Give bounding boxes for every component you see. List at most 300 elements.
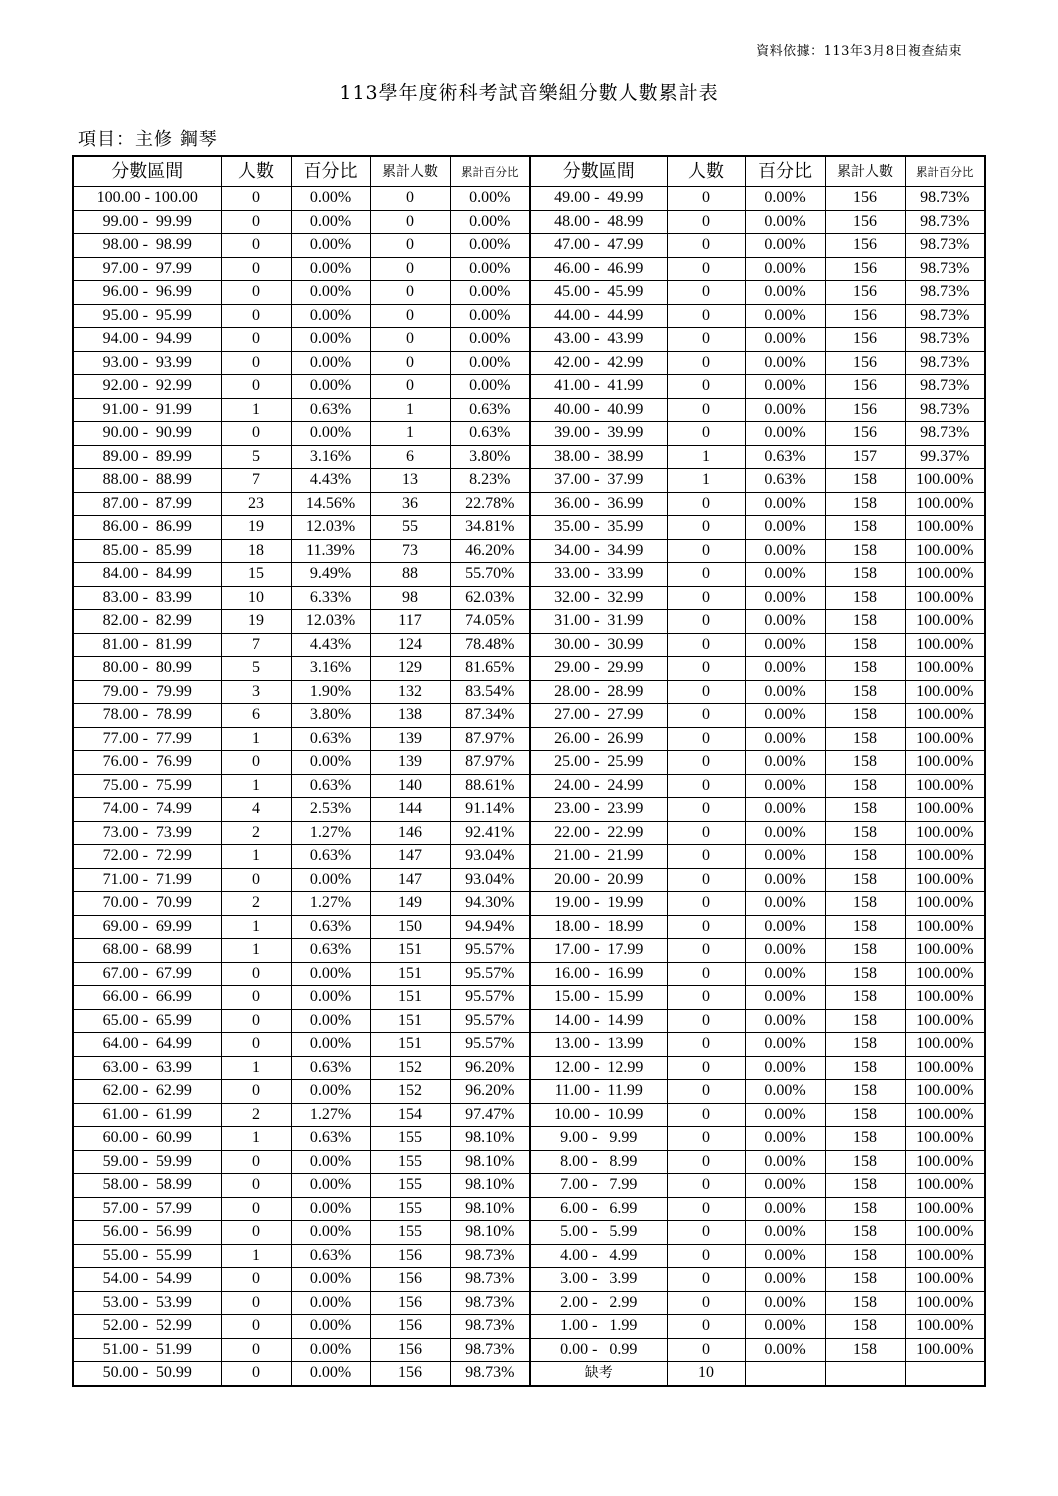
count-cell: 0 (667, 1150, 745, 1174)
cumulative-count-cell: 158 (825, 1009, 905, 1033)
cumulative-percent-cell: 99.37% (905, 445, 985, 469)
cumulative-count-cell: 158 (825, 774, 905, 798)
score-range-cell: 83.00 - 83.99 (73, 586, 221, 610)
table-row (73, 680, 985, 704)
cumulative-count-cell: 156 (825, 210, 905, 234)
cumulative-percent-cell: 100.00% (905, 1103, 985, 1127)
score-range-cell: 1.00 - 1.99 (530, 1315, 667, 1339)
count-cell: 0 (221, 868, 291, 892)
cumulative-count-cell (825, 1362, 905, 1386)
count-cell: 0 (667, 1080, 745, 1104)
score-range-cell: 97.00 - 97.99 (73, 257, 221, 281)
percent-cell: 0.00% (745, 915, 825, 939)
count-cell: 0 (667, 375, 745, 399)
count-cell: 4 (221, 798, 291, 822)
percent-cell: 0.00% (745, 1221, 825, 1245)
cumulative-percent-cell: 98.73% (450, 1362, 530, 1386)
count-cell: 0 (667, 234, 745, 258)
count-cell: 1 (221, 915, 291, 939)
percent-cell: 0.63% (291, 727, 370, 751)
percent-cell: 0.00% (291, 1174, 370, 1198)
header-percent-right: 百分比 (745, 156, 825, 187)
cumulative-percent-cell: 100.00% (905, 845, 985, 869)
table-row (73, 422, 985, 446)
percent-cell: 0.00% (745, 1009, 825, 1033)
count-cell: 0 (667, 1103, 745, 1127)
table-body (73, 187, 985, 1386)
header-score-range-left: 分數區間 (73, 156, 221, 187)
percent-cell: 0.00% (745, 1197, 825, 1221)
score-range-cell: 56.00 - 56.99 (73, 1221, 221, 1245)
percent-cell (745, 1362, 825, 1386)
score-range-cell: 96.00 - 96.99 (73, 281, 221, 305)
cumulative-percent-cell: 22.78% (450, 492, 530, 516)
score-range-cell: 37.00 - 37.99 (530, 469, 667, 493)
cumulative-percent-cell: 100.00% (905, 1268, 985, 1292)
score-range-cell: 36.00 - 36.99 (530, 492, 667, 516)
table-row (73, 1103, 985, 1127)
cumulative-count-cell: 158 (825, 516, 905, 540)
count-cell: 0 (221, 1174, 291, 1198)
cumulative-percent-cell: 0.00% (450, 234, 530, 258)
cumulative-percent-cell: 98.73% (450, 1338, 530, 1362)
score-range-cell: 10.00 - 10.99 (530, 1103, 667, 1127)
cumulative-percent-cell: 87.97% (450, 727, 530, 751)
cumulative-percent-cell: 100.00% (905, 516, 985, 540)
count-cell: 10 (221, 586, 291, 610)
score-range-cell: 4.00 - 4.99 (530, 1244, 667, 1268)
score-range-cell: 23.00 - 23.99 (530, 798, 667, 822)
percent-cell: 0.00% (291, 328, 370, 352)
cumulative-count-cell: 155 (370, 1221, 450, 1245)
cumulative-percent-cell: 98.10% (450, 1221, 530, 1245)
count-cell: 0 (221, 234, 291, 258)
score-range-cell: 16.00 - 16.99 (530, 962, 667, 986)
table-row (73, 492, 985, 516)
cumulative-percent-cell: 96.20% (450, 1056, 530, 1080)
cumulative-count-cell: 158 (825, 1338, 905, 1362)
cumulative-percent-cell: 92.41% (450, 821, 530, 845)
table-row (73, 774, 985, 798)
percent-cell: 0.00% (291, 234, 370, 258)
count-cell: 0 (221, 304, 291, 328)
count-cell: 0 (667, 492, 745, 516)
percent-cell: 0.00% (745, 774, 825, 798)
percent-cell: 0.00% (745, 962, 825, 986)
score-range-cell: 39.00 - 39.99 (530, 422, 667, 446)
score-range-cell: 78.00 - 78.99 (73, 704, 221, 728)
cumulative-count-cell: 158 (825, 680, 905, 704)
cumulative-percent-cell: 78.48% (450, 633, 530, 657)
score-range-cell: 86.00 - 86.99 (73, 516, 221, 540)
percent-cell: 0.00% (291, 1221, 370, 1245)
score-range-cell: 94.00 - 94.99 (73, 328, 221, 352)
table-row (73, 962, 985, 986)
score-range-cell: 53.00 - 53.99 (73, 1291, 221, 1315)
cumulative-count-cell: 158 (825, 892, 905, 916)
cumulative-count-cell: 156 (825, 281, 905, 305)
cumulative-count-cell: 140 (370, 774, 450, 798)
cumulative-count-cell: 88 (370, 563, 450, 587)
percent-cell: 3.16% (291, 657, 370, 681)
cumulative-count-cell: 138 (370, 704, 450, 728)
table-row (73, 1221, 985, 1245)
table-row (73, 539, 985, 563)
cumulative-count-cell: 117 (370, 610, 450, 634)
percent-cell: 0.00% (745, 1103, 825, 1127)
page-title: 113學年度術科考試音樂組分數人數累計表 (339, 82, 719, 104)
cumulative-count-cell: 151 (370, 986, 450, 1010)
cumulative-count-cell: 158 (825, 610, 905, 634)
score-range-cell: 65.00 - 65.99 (73, 1009, 221, 1033)
cumulative-count-cell: 155 (370, 1197, 450, 1221)
cumulative-percent-cell: 46.20% (450, 539, 530, 563)
cumulative-percent-cell: 98.73% (905, 328, 985, 352)
percent-cell: 0.00% (745, 1338, 825, 1362)
cumulative-count-cell: 158 (825, 986, 905, 1010)
cumulative-percent-cell: 100.00% (905, 1009, 985, 1033)
score-range-cell: 30.00 - 30.99 (530, 633, 667, 657)
cumulative-count-cell: 156 (370, 1268, 450, 1292)
cumulative-count-cell: 158 (825, 1103, 905, 1127)
cumulative-count-cell: 156 (370, 1244, 450, 1268)
score-range-cell: 11.00 - 11.99 (530, 1080, 667, 1104)
score-range-cell: 49.00 - 49.99 (530, 187, 667, 211)
table-row (73, 398, 985, 422)
table-row (73, 1197, 985, 1221)
count-cell: 0 (667, 1221, 745, 1245)
score-range-cell: 98.00 - 98.99 (73, 234, 221, 258)
count-cell: 1 (221, 727, 291, 751)
count-cell: 0 (667, 892, 745, 916)
cumulative-percent-cell: 100.00% (905, 1127, 985, 1151)
cumulative-count-cell: 1 (370, 422, 450, 446)
cumulative-count-cell: 155 (370, 1127, 450, 1151)
count-cell: 0 (667, 774, 745, 798)
cumulative-percent-cell: 96.20% (450, 1080, 530, 1104)
cumulative-count-cell: 13 (370, 469, 450, 493)
count-cell: 15 (221, 563, 291, 587)
cumulative-count-cell: 158 (825, 1150, 905, 1174)
table-row (73, 328, 985, 352)
table-row (73, 375, 985, 399)
count-cell: 10 (667, 1362, 745, 1386)
score-range-cell: 69.00 - 69.99 (73, 915, 221, 939)
score-range-cell: 44.00 - 44.99 (530, 304, 667, 328)
percent-cell: 0.63% (291, 915, 370, 939)
percent-cell: 12.03% (291, 610, 370, 634)
percent-cell: 0.00% (291, 751, 370, 775)
cumulative-percent-cell: 94.30% (450, 892, 530, 916)
cumulative-count-cell: 156 (825, 351, 905, 375)
score-range-cell: 12.00 - 12.99 (530, 1056, 667, 1080)
score-range-cell: 缺考 (530, 1362, 667, 1386)
score-range-cell: 61.00 - 61.99 (73, 1103, 221, 1127)
cumulative-percent-cell: 87.34% (450, 704, 530, 728)
score-range-cell: 81.00 - 81.99 (73, 633, 221, 657)
score-range-cell: 68.00 - 68.99 (73, 939, 221, 963)
score-range-cell: 43.00 - 43.99 (530, 328, 667, 352)
cumulative-percent-cell: 98.73% (905, 422, 985, 446)
count-cell: 5 (221, 445, 291, 469)
cumulative-count-cell: 147 (370, 868, 450, 892)
cumulative-count-cell: 158 (825, 586, 905, 610)
cumulative-percent-cell: 97.47% (450, 1103, 530, 1127)
cumulative-count-cell: 144 (370, 798, 450, 822)
cumulative-percent-cell: 100.00% (905, 892, 985, 916)
score-range-cell: 93.00 - 93.99 (73, 351, 221, 375)
cumulative-percent-cell: 100.00% (905, 539, 985, 563)
cumulative-count-cell: 139 (370, 751, 450, 775)
count-cell: 0 (667, 1009, 745, 1033)
percent-cell: 0.63% (745, 445, 825, 469)
count-cell: 0 (221, 1315, 291, 1339)
cumulative-count-cell: 155 (370, 1150, 450, 1174)
cumulative-percent-cell: 88.61% (450, 774, 530, 798)
percent-cell: 11.39% (291, 539, 370, 563)
percent-cell: 0.63% (291, 398, 370, 422)
percent-cell: 0.00% (745, 610, 825, 634)
count-cell: 0 (667, 657, 745, 681)
cumulative-percent-cell: 98.73% (905, 281, 985, 305)
table-row (73, 304, 985, 328)
score-range-cell: 3.00 - 3.99 (530, 1268, 667, 1292)
count-cell: 2 (221, 821, 291, 845)
score-range-cell: 59.00 - 59.99 (73, 1150, 221, 1174)
cumulative-count-cell: 0 (370, 351, 450, 375)
percent-cell: 0.00% (745, 680, 825, 704)
cumulative-count-cell: 158 (825, 798, 905, 822)
percent-cell: 0.00% (745, 868, 825, 892)
count-cell: 0 (667, 704, 745, 728)
cumulative-percent-cell (905, 1362, 985, 1386)
cumulative-count-cell: 156 (825, 257, 905, 281)
cumulative-percent-cell: 100.00% (905, 657, 985, 681)
count-cell: 0 (667, 281, 745, 305)
cumulative-count-cell: 151 (370, 939, 450, 963)
cumulative-percent-cell: 100.00% (905, 680, 985, 704)
percent-cell: 14.56% (291, 492, 370, 516)
table-row (73, 798, 985, 822)
cumulative-count-cell: 156 (825, 328, 905, 352)
cumulative-percent-cell: 0.00% (450, 328, 530, 352)
cumulative-percent-cell: 98.73% (905, 187, 985, 211)
cumulative-count-cell: 156 (370, 1338, 450, 1362)
score-range-cell: 99.00 - 99.99 (73, 210, 221, 234)
count-cell: 0 (221, 962, 291, 986)
score-range-cell: 76.00 - 76.99 (73, 751, 221, 775)
cumulative-count-cell: 156 (825, 398, 905, 422)
count-cell: 0 (667, 1268, 745, 1292)
cumulative-percent-cell: 0.63% (450, 422, 530, 446)
percent-cell: 0.00% (745, 1174, 825, 1198)
cumulative-percent-cell: 100.00% (905, 962, 985, 986)
score-range-cell: 15.00 - 15.99 (530, 986, 667, 1010)
cumulative-percent-cell: 98.10% (450, 1197, 530, 1221)
score-range-cell: 88.00 - 88.99 (73, 469, 221, 493)
cumulative-count-cell: 149 (370, 892, 450, 916)
cumulative-count-cell: 158 (825, 1197, 905, 1221)
count-cell: 0 (221, 751, 291, 775)
cumulative-count-cell: 158 (825, 1127, 905, 1151)
score-range-cell: 52.00 - 52.99 (73, 1315, 221, 1339)
count-cell: 0 (667, 563, 745, 587)
cumulative-percent-cell: 0.00% (450, 304, 530, 328)
cumulative-count-cell: 124 (370, 633, 450, 657)
header-cumulative-count-left: 累計人數 (370, 156, 450, 187)
cumulative-count-cell: 151 (370, 962, 450, 986)
cumulative-percent-cell: 98.73% (905, 234, 985, 258)
table-row (73, 1268, 985, 1292)
score-range-cell: 38.00 - 38.99 (530, 445, 667, 469)
score-distribution-table (72, 155, 986, 1387)
score-range-cell: 18.00 - 18.99 (530, 915, 667, 939)
cumulative-count-cell: 0 (370, 328, 450, 352)
score-range-cell: 50.00 - 50.99 (73, 1362, 221, 1386)
count-cell: 19 (221, 610, 291, 634)
count-cell: 0 (221, 1362, 291, 1386)
count-cell: 0 (667, 1291, 745, 1315)
cumulative-percent-cell: 100.00% (905, 1080, 985, 1104)
item-label: 項目：主修 鋼琴 (78, 129, 218, 150)
percent-cell: 0.00% (291, 187, 370, 211)
percent-cell: 0.00% (291, 1362, 370, 1386)
count-cell: 23 (221, 492, 291, 516)
cumulative-count-cell: 158 (825, 751, 905, 775)
cumulative-percent-cell: 74.05% (450, 610, 530, 634)
score-range-cell: 51.00 - 51.99 (73, 1338, 221, 1362)
score-range-cell: 25.00 - 25.99 (530, 751, 667, 775)
count-cell: 1 (221, 1244, 291, 1268)
percent-cell: 12.03% (291, 516, 370, 540)
cumulative-percent-cell: 100.00% (905, 1315, 985, 1339)
cumulative-percent-cell: 3.80% (450, 445, 530, 469)
cumulative-percent-cell: 0.00% (450, 375, 530, 399)
cumulative-count-cell: 55 (370, 516, 450, 540)
cumulative-percent-cell: 100.00% (905, 1244, 985, 1268)
cumulative-count-cell: 6 (370, 445, 450, 469)
score-range-cell: 6.00 - 6.99 (530, 1197, 667, 1221)
cumulative-count-cell: 158 (825, 915, 905, 939)
percent-cell: 4.43% (291, 633, 370, 657)
table-row (73, 1338, 985, 1362)
percent-cell: 0.00% (745, 422, 825, 446)
count-cell: 0 (667, 1174, 745, 1198)
percent-cell: 0.00% (291, 257, 370, 281)
percent-cell: 0.00% (745, 492, 825, 516)
score-range-cell: 46.00 - 46.99 (530, 257, 667, 281)
count-cell: 7 (221, 633, 291, 657)
count-cell: 2 (221, 892, 291, 916)
count-cell: 1 (221, 398, 291, 422)
cumulative-percent-cell: 100.00% (905, 798, 985, 822)
cumulative-count-cell: 158 (825, 539, 905, 563)
percent-cell: 0.00% (745, 633, 825, 657)
score-range-cell: 33.00 - 33.99 (530, 563, 667, 587)
percent-cell: 0.00% (291, 1033, 370, 1057)
cumulative-count-cell: 158 (825, 868, 905, 892)
percent-cell: 0.00% (291, 1009, 370, 1033)
score-range-cell: 13.00 - 13.99 (530, 1033, 667, 1057)
count-cell: 0 (221, 328, 291, 352)
score-range-cell: 40.00 - 40.99 (530, 398, 667, 422)
header-percent-left: 百分比 (291, 156, 370, 187)
count-cell: 1 (221, 939, 291, 963)
percent-cell: 0.00% (291, 1150, 370, 1174)
percent-cell: 0.00% (745, 539, 825, 563)
count-cell: 0 (221, 1291, 291, 1315)
percent-cell: 0.00% (745, 704, 825, 728)
cumulative-percent-cell: 93.04% (450, 845, 530, 869)
cumulative-count-cell: 154 (370, 1103, 450, 1127)
score-range-cell: 84.00 - 84.99 (73, 563, 221, 587)
percent-cell: 0.00% (745, 586, 825, 610)
count-cell: 3 (221, 680, 291, 704)
table-row (73, 1080, 985, 1104)
count-cell: 7 (221, 469, 291, 493)
percent-cell: 0.00% (745, 1268, 825, 1292)
score-range-cell: 58.00 - 58.99 (73, 1174, 221, 1198)
cumulative-count-cell: 158 (825, 633, 905, 657)
percent-cell: 0.00% (745, 1244, 825, 1268)
cumulative-percent-cell: 100.00% (905, 939, 985, 963)
cumulative-percent-cell: 100.00% (905, 774, 985, 798)
score-range-cell: 62.00 - 62.99 (73, 1080, 221, 1104)
cumulative-percent-cell: 100.00% (905, 563, 985, 587)
table-row (73, 986, 985, 1010)
count-cell: 1 (221, 1127, 291, 1151)
cumulative-count-cell: 147 (370, 845, 450, 869)
count-cell: 0 (221, 1009, 291, 1033)
table-row (73, 1056, 985, 1080)
table-row (73, 1362, 985, 1386)
count-cell: 0 (667, 1197, 745, 1221)
score-range-cell: 17.00 - 17.99 (530, 939, 667, 963)
cumulative-percent-cell: 100.00% (905, 1174, 985, 1198)
score-range-cell: 19.00 - 19.99 (530, 892, 667, 916)
percent-cell: 0.00% (291, 304, 370, 328)
score-range-cell: 90.00 - 90.99 (73, 422, 221, 446)
percent-cell: 0.00% (745, 1080, 825, 1104)
count-cell: 0 (667, 422, 745, 446)
percent-cell: 0.00% (291, 281, 370, 305)
percent-cell: 9.49% (291, 563, 370, 587)
percent-cell: 0.63% (745, 469, 825, 493)
table-row (73, 445, 985, 469)
table-row (73, 845, 985, 869)
count-cell: 0 (667, 821, 745, 845)
cumulative-count-cell: 156 (825, 234, 905, 258)
count-cell: 0 (667, 633, 745, 657)
cumulative-percent-cell: 98.10% (450, 1150, 530, 1174)
count-cell: 0 (221, 281, 291, 305)
score-range-cell: 26.00 - 26.99 (530, 727, 667, 751)
count-cell: 2 (221, 1103, 291, 1127)
percent-cell: 0.00% (745, 798, 825, 822)
score-range-cell: 27.00 - 27.99 (530, 704, 667, 728)
count-cell: 0 (667, 1315, 745, 1339)
cumulative-percent-cell: 8.23% (450, 469, 530, 493)
table-header-row (73, 156, 985, 187)
cumulative-percent-cell: 98.73% (450, 1268, 530, 1292)
score-range-cell: 48.00 - 48.99 (530, 210, 667, 234)
cumulative-count-cell: 158 (825, 727, 905, 751)
count-cell: 0 (667, 610, 745, 634)
cumulative-percent-cell: 98.73% (450, 1244, 530, 1268)
percent-cell: 0.00% (291, 1291, 370, 1315)
cumulative-percent-cell: 98.73% (450, 1315, 530, 1339)
cumulative-percent-cell: 87.97% (450, 751, 530, 775)
